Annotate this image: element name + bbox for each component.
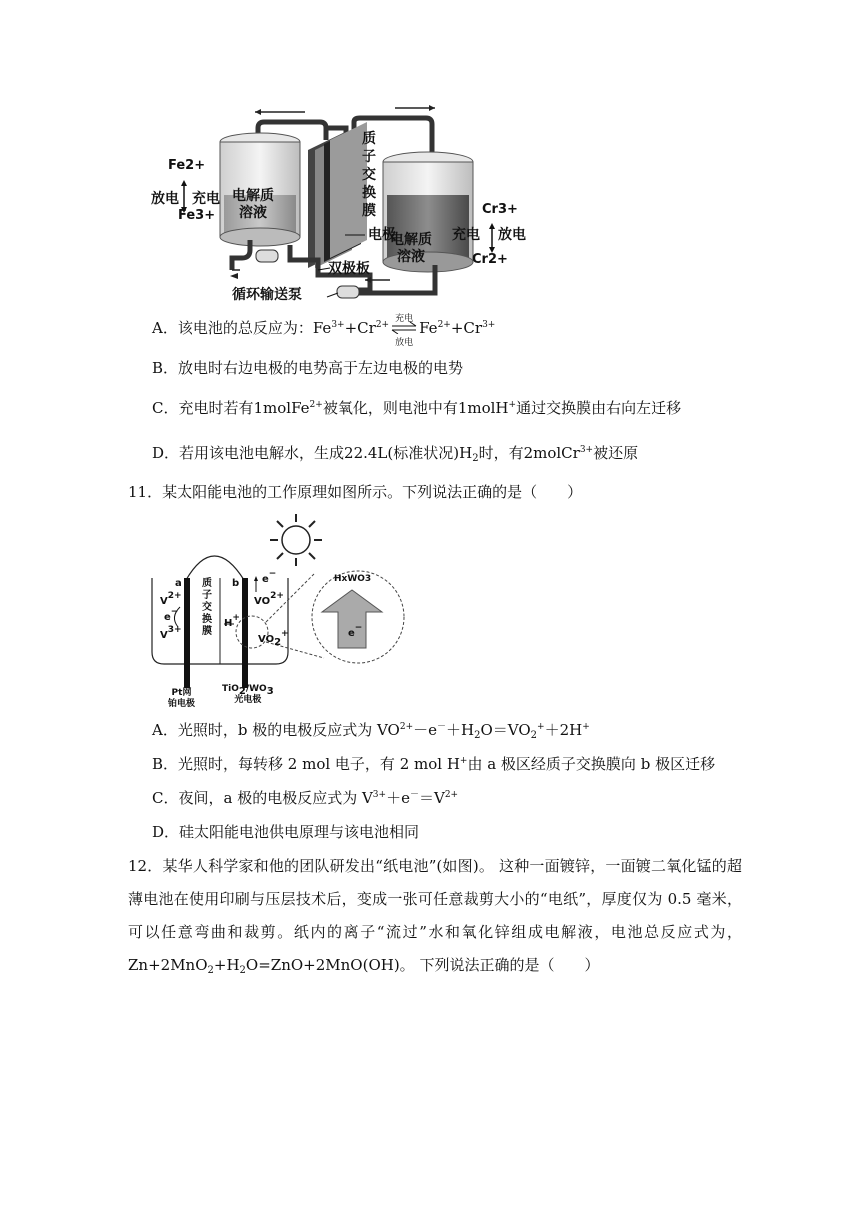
left-species-top xyxy=(168,158,205,173)
solar-cell-figure xyxy=(148,512,408,712)
sup: 3+ xyxy=(372,790,387,800)
q11-option-b xyxy=(152,754,715,774)
electrode-label: 电极 xyxy=(368,227,396,243)
q10-option-a xyxy=(152,314,496,348)
vo2-label: $VO^{2+}$ xyxy=(254,591,284,607)
membrane-char: 膜 xyxy=(362,203,376,219)
membrane-char: 换 xyxy=(362,185,376,201)
sup: 2+ xyxy=(437,320,451,330)
membrane-char: 质 xyxy=(362,131,376,147)
hxwo3-label: HxWO3 xyxy=(334,574,372,584)
v-symbol: V xyxy=(160,630,168,641)
q10-d-text: 时，有2molCr xyxy=(478,444,580,462)
sub: 2 xyxy=(239,965,246,976)
q11-a-text: ＋2H xyxy=(544,721,583,739)
h-symbol: H xyxy=(224,618,233,629)
tio2-electrode-label xyxy=(222,684,274,706)
left-tank-label-line1: 电解质 xyxy=(232,188,274,204)
over-label: 充电 xyxy=(395,314,414,324)
sup: 2+ xyxy=(444,790,459,800)
sup: 2+ xyxy=(375,320,390,330)
q11-c-text: C．夜间，a 极的电极反应式为 V xyxy=(152,789,373,807)
sub: 2 xyxy=(530,730,538,741)
vo2plus-label: $VO_2^+$ xyxy=(258,629,289,648)
right-charge-label: 充电 xyxy=(452,227,480,243)
sup: － xyxy=(409,790,419,800)
sup: 3+ xyxy=(331,320,345,330)
vo-symbol: VO xyxy=(254,596,271,607)
membrane-char: 质 xyxy=(202,578,212,589)
v-symbol: V xyxy=(160,596,168,607)
membrane-char: 子 xyxy=(202,590,212,601)
fe-symbol: Fe2+ xyxy=(168,158,206,173)
q10-option-d xyxy=(152,443,638,463)
pt-label-line2: 铂电极 xyxy=(168,699,196,709)
bipolar-plate-label: 双极板 xyxy=(328,261,370,277)
membrane-char: 子 xyxy=(362,149,376,165)
sub: 2 xyxy=(207,965,214,976)
pump-label: 循环输送泵 xyxy=(232,287,302,303)
sub: 2 xyxy=(472,453,479,464)
h-plus-label: H+ xyxy=(224,613,240,629)
sun-icon xyxy=(270,514,322,566)
sub: 2 xyxy=(474,730,481,741)
reversible-arrow-icon xyxy=(391,314,417,348)
left-charge-label: 充电 xyxy=(192,191,220,207)
right-discharge-label: 放电 xyxy=(498,227,526,243)
electrode-b-label: b xyxy=(232,578,240,589)
sup: － xyxy=(437,722,447,732)
vo-symbol: VO xyxy=(258,634,275,645)
electrode-a-label: a xyxy=(175,578,182,589)
e-label: e− xyxy=(164,607,179,623)
tio2-text: TiO xyxy=(222,684,239,694)
electron-top-label: e− xyxy=(262,569,277,585)
q11-option-c xyxy=(152,788,458,808)
right-tank-label-line2: 溶液 xyxy=(397,249,425,265)
left-tank-label-line2: 溶液 xyxy=(239,205,267,221)
q11-option-d: D．硅太阳能电池供电原理与该电池相同 xyxy=(152,823,420,841)
q11-c-text: ＝V xyxy=(418,789,445,807)
q10-c-text: 通过交换膜由右向左迁移 xyxy=(516,399,682,417)
sup: + xyxy=(459,756,468,766)
q10-option-c xyxy=(152,398,681,418)
q10-c-text: 被氧化，则电池中有1molH xyxy=(322,399,509,417)
v3-label: $V^{3+}$ xyxy=(160,625,182,641)
sup: 3+ xyxy=(579,445,594,455)
q11-a-text: ＋H xyxy=(446,721,475,739)
tio2-label-line1: $TiO_2/WO_3$ xyxy=(222,684,274,697)
q11-c-text: ＋e xyxy=(386,789,410,807)
q11-a-text: A．光照时，b 极的电极反应式为 VO xyxy=(152,721,400,739)
q10-d-text: D．若用该电池电解水，生成22.4L(标准状况)H xyxy=(152,444,473,462)
membrane-char: 交 xyxy=(362,167,376,183)
arrow-electron-label: e− xyxy=(348,623,363,639)
fig2-membrane-label xyxy=(202,578,212,638)
sup: 2+ xyxy=(309,400,323,410)
q12-text: O=ZnO+2MnO(OH)。 下列说法正确的是（ ） xyxy=(245,956,600,974)
q11-option-a xyxy=(152,720,590,740)
e-symbol: e xyxy=(348,628,355,639)
left-discharge-label: 放电 xyxy=(151,191,179,207)
pt-electrode-label xyxy=(168,688,195,710)
q11-a-text: －e xyxy=(413,721,438,739)
sup: + xyxy=(537,722,545,732)
pt-label-line1: Pt网 xyxy=(171,688,192,698)
q10-a-text: +Cr xyxy=(344,319,376,337)
q11-b-text: 由 a 极区经质子交换膜向 b 极区迁移 xyxy=(467,755,716,773)
sup: + xyxy=(508,400,517,410)
tio2-label-line2: 光电极 xyxy=(234,695,262,705)
q11-b-text: B．光照时，每转移 2 mol 电子，有 2 mol H xyxy=(152,755,460,773)
sup: 2+ xyxy=(399,722,414,732)
membrane-char: 交 xyxy=(202,602,212,613)
under-label: 放电 xyxy=(395,338,414,348)
q10-option-b: B．放电时右边电极的电势高于左边电极的电势 xyxy=(152,359,464,377)
q10-d-text: 被还原 xyxy=(593,444,639,462)
q11-a-text: O＝VO xyxy=(480,721,531,739)
sup: + xyxy=(582,722,590,732)
membrane-char: 换 xyxy=(202,614,212,625)
q12-stem xyxy=(128,850,742,982)
left-species-bottom: Fe3+ xyxy=(178,208,216,223)
right-species-top: Cr3+ xyxy=(482,202,518,217)
e-symbol: e xyxy=(262,574,269,585)
membrane-label xyxy=(362,130,376,220)
q10-a-text: A．该电池的总反应为：Fe xyxy=(152,319,332,337)
right-tank-label-line1: 电解质 xyxy=(390,232,432,248)
right-tank-label xyxy=(390,232,432,266)
left-tank-label xyxy=(232,188,274,222)
q11-stem: 11．某太阳能电池的工作原理如图所示。下列说法正确的是（ ） xyxy=(128,483,583,501)
e-symbol: e xyxy=(164,612,171,623)
q10-a-text: Fe xyxy=(419,319,438,337)
q12-text: 12．某华人科学家和他的团队研发出“纸电池”(如图)。 这种一面镀锌，一面镀二氧化锰的超薄电池在使用印刷与压层技术后，变成一张可任意裁剪大小的“电纸”，厚度仅为 0.5 毫米，可以任意弯曲和裁剪。纸内的离子“流过”水和氧化锌组成电解液，电池总反应式为，Zn+2MnO xyxy=(128,857,742,974)
membrane-char: 膜 xyxy=(202,626,212,637)
q10-c-text: C．充电时若有1molFe xyxy=(152,399,310,417)
sup: 3+ xyxy=(482,320,496,330)
q10-a-text: +Cr xyxy=(450,319,483,337)
q12-text: +H xyxy=(213,956,240,974)
right-species-bottom: Cr2+ xyxy=(472,252,508,267)
v2-label: $V^{2+}$ xyxy=(160,591,182,607)
